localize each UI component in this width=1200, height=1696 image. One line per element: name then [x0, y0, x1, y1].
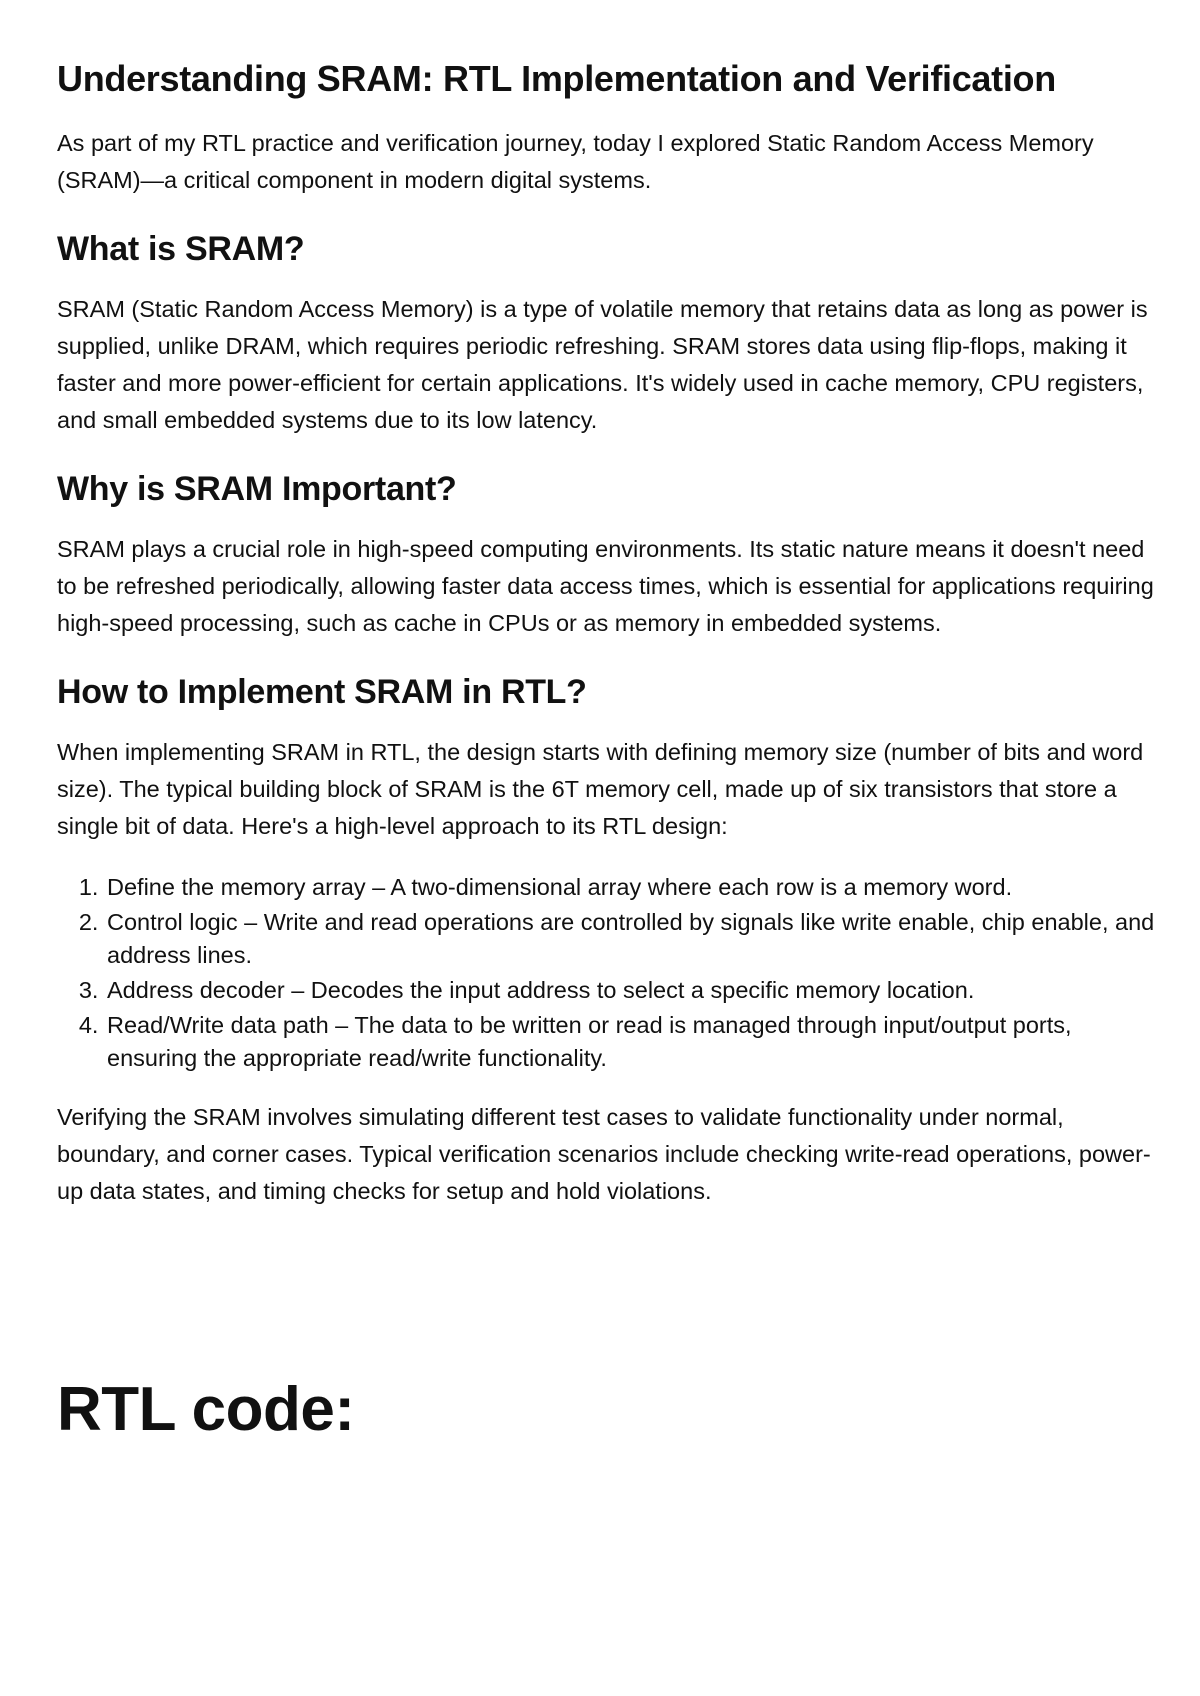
section-heading-why: Why is SRAM Important?: [57, 470, 457, 508]
list-item: 3. Address decoder – Decodes the input address to select a specific memory location.: [105, 974, 1157, 1007]
section-heading-how: How to Implement SRAM in RTL?: [57, 673, 587, 711]
section-body-why: SRAM plays a crucial role in high-speed computing environments. Its static nature means it doesn't need to be refreshed periodically, allowing faster data access times, which is essential for applications requiring high-speed processing, such as cache in CPUs or as memory in embedded systems.: [57, 536, 1154, 636]
section-heading-what: What is SRAM?: [57, 230, 305, 268]
rtl-code-heading: RTL code:: [57, 1375, 355, 1444]
page-title: Understanding SRAM: RTL Implementation and Verification: [57, 58, 1056, 99]
implementation-steps-list: [57, 871, 1157, 1075]
section-body-what: SRAM (Static Random Access Memory) is a type of volatile memory that retains data as long as power is supplied, unlike DRAM, which requires periodic refreshing. SRAM stores data using flip-flops, making it faster and more power-efficient for certain applications. It's widely used in cache memory, CPU registers, and small embedded systems due to its low latency.: [57, 296, 1148, 433]
list-item: 2. Control logic – Write and read operations are controlled by signals like write enable, chip enable, and address lines.: [105, 906, 1157, 972]
list-item: 4. Read/Write data path – The data to be written or read is managed through input/output ports, ensuring the appropriate read/write functionality.: [105, 1009, 1157, 1075]
list-item: 1. Define the memory array – A two-dimensional array where each row is a memory word.: [105, 871, 1157, 904]
section-body-how: When implementing SRAM in RTL, the design starts with defining memory size (number of bits and word size). The typical building block of SRAM is the 6T memory cell, made up of six transistors that store a single bit of data. Here's a high-level approach to its RTL design:: [57, 739, 1144, 839]
verification-paragraph: Verifying the SRAM involves simulating different test cases to validate functionality under normal, boundary, and corner cases. Typical verification scenarios include checking write-read operations, power-up data states, and timing checks for setup and hold violations.: [57, 1104, 1151, 1204]
intro-paragraph: As part of my RTL practice and verification journey, today I explored Static Random Access Memory (SRAM)—a critical component in modern digital systems.: [57, 130, 1094, 193]
document-page: [57, 55, 1157, 1236]
